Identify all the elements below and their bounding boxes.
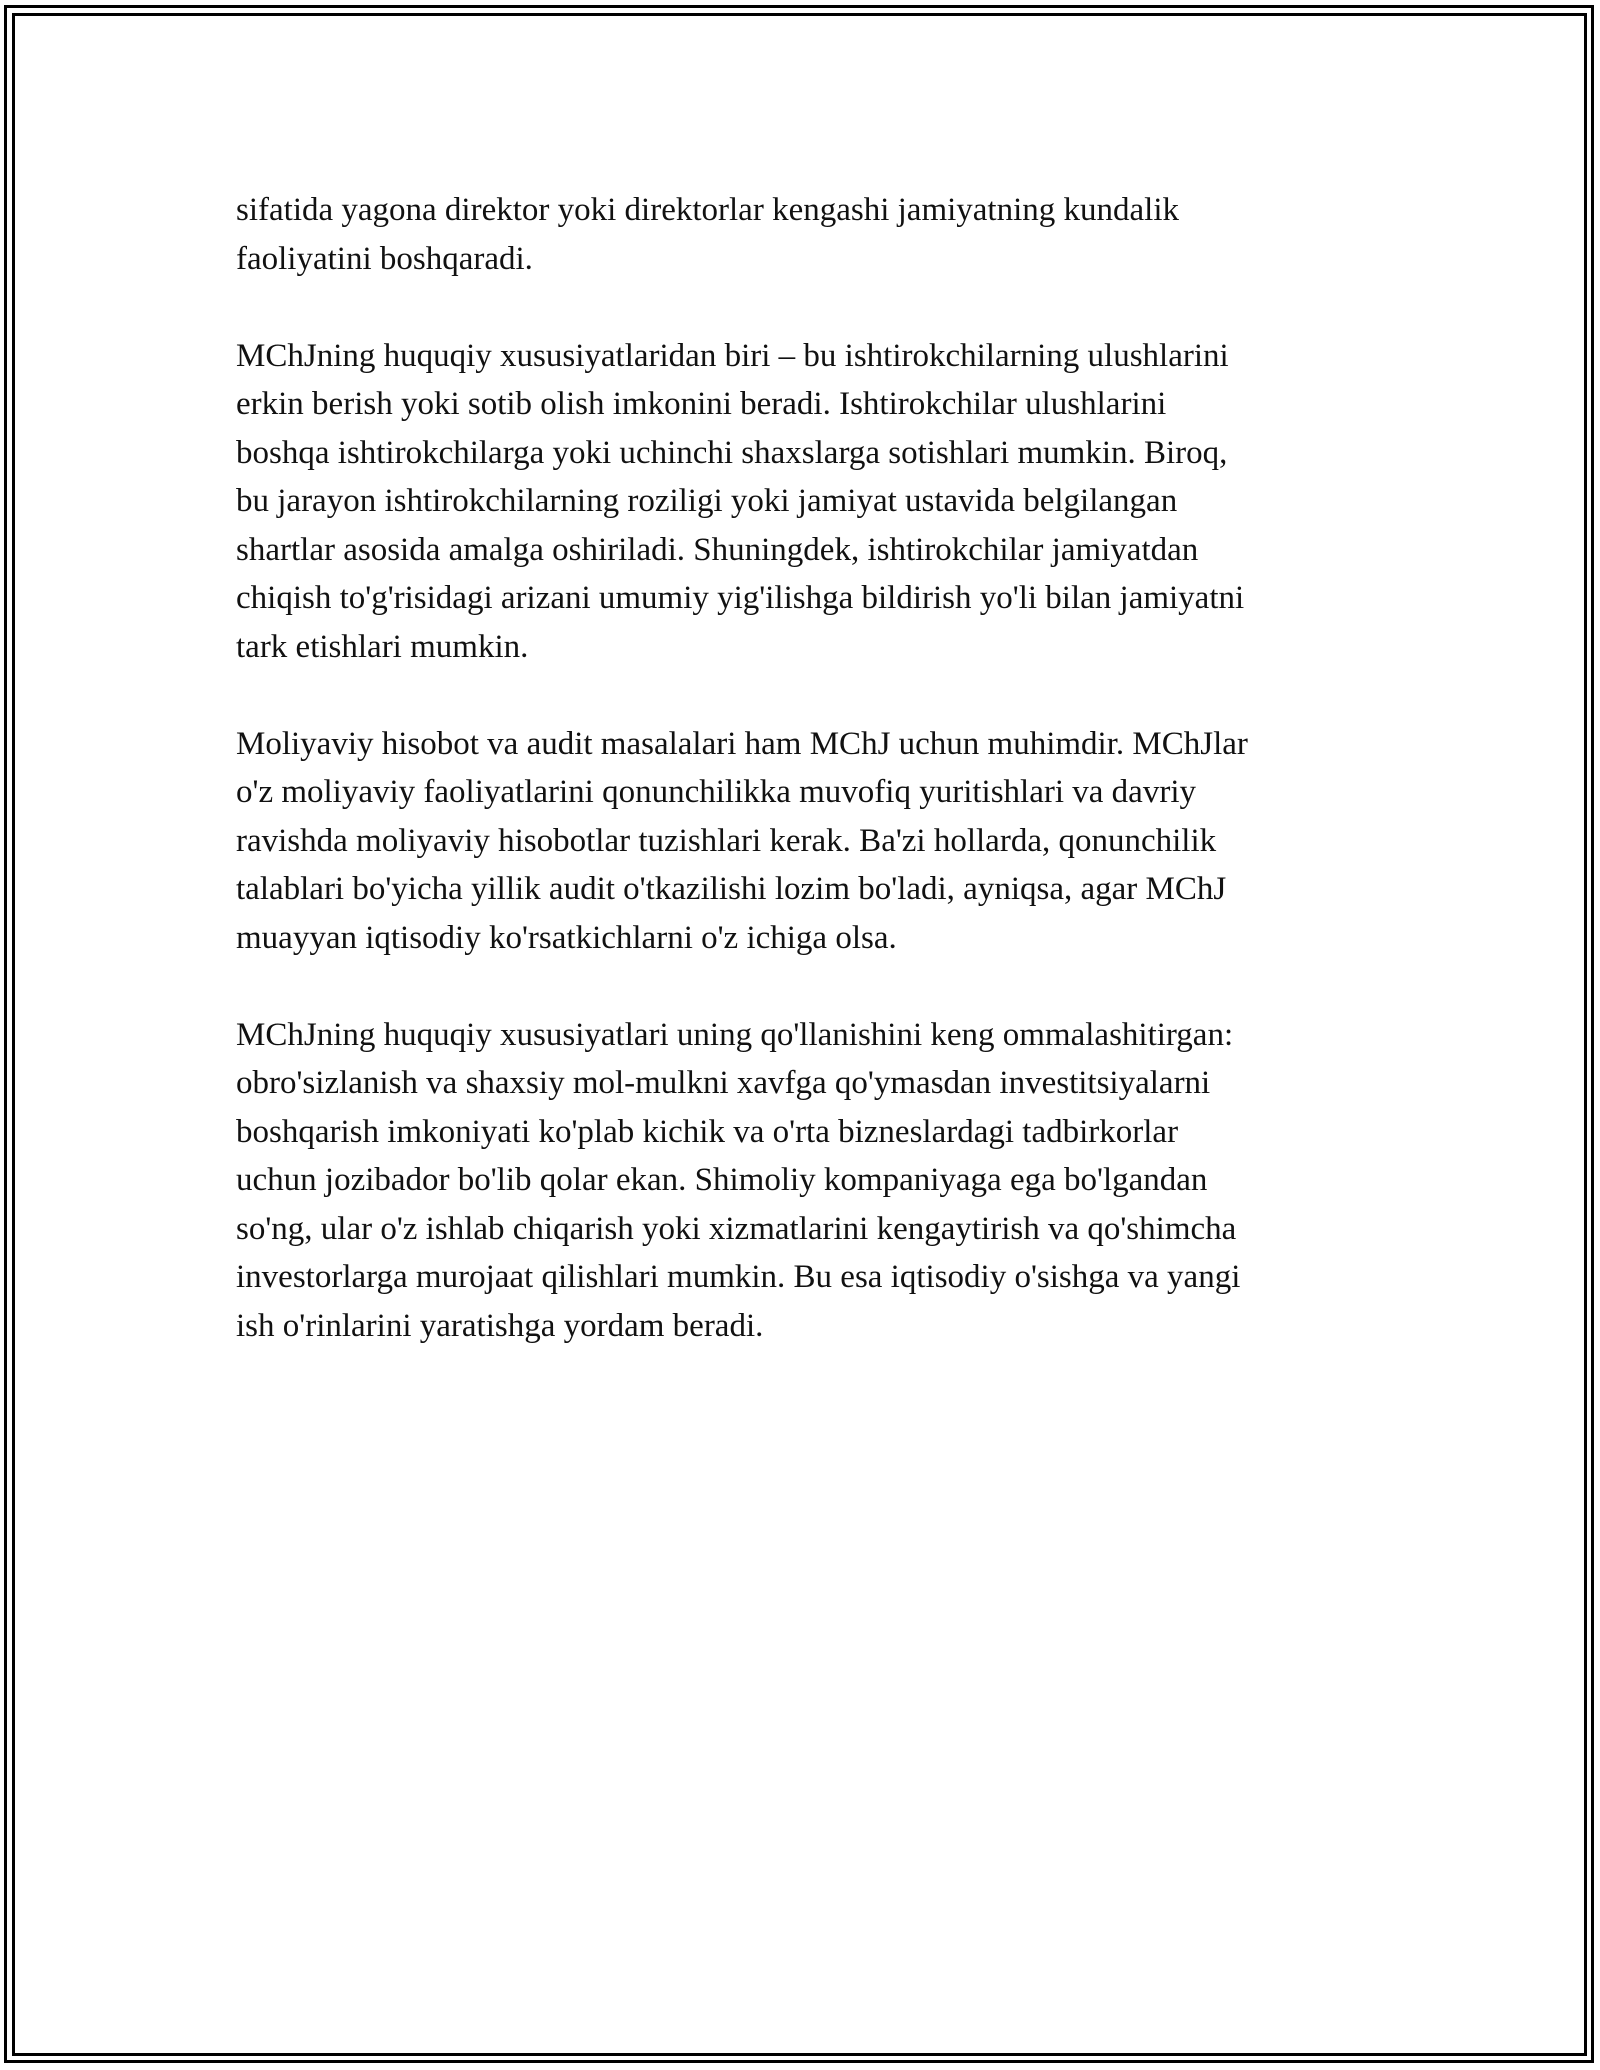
paragraph-4 [236,1011,1396,1351]
text-line: chiqish to'g'risidagi arizani umumiy yig'ilishga bildirish yo'li bilan jamiyatni [236,580,1245,616]
paragraph-2 [236,332,1396,672]
text-line: boshqarish imkoniyati ko'plab kichik va o'rta bizneslardagi tadbirkorlar [236,1113,1179,1150]
text-line: shartlar asosida amalga oshiriladi. Shuningdek, ishtirokchilar jamiyatdan [236,531,1199,568]
text-line: bu jarayon ishtirokchilarning roziligi yoki jamiyat ustavida belgilangan [236,483,1178,519]
text-line: investorlarga murojaat qilishlari mumkin. Bu esa iqtisodiy o'sishga va yangi [236,1259,1241,1295]
paragraph-3 [236,720,1396,963]
text-line: uchun jozibador bo'lib qolar ekan. Shimoliy kompaniyaga ega bo'lgandan [236,1162,1208,1198]
text-line: tark etishlari mumkin. [236,628,529,665]
text-line: Moliyaviy hisobot va audit masalalari ham MChJ uchun muhimdir. MChJlar [236,725,1248,762]
text-line: muayyan iqtisodiy ko'rsatkichlarni o'z ichiga olsa. [236,919,897,956]
paragraph-1 [236,186,1396,283]
text-line: o'z moliyaviy faoliyatlarini qonunchilikka muvofiq yuritishlari va davriy [236,774,1196,810]
text-line: faoliyatini boshqaradi. [236,240,533,277]
text-line: erkin berish yoki sotib olish imkonini beradi. Ishtirokchilar ulushlarini [236,386,1167,422]
text-line: boshqa ishtirokchilarga yoki uchinchi shaxslarga sotishlari mumkin. Biroq, [236,434,1228,471]
document-body [236,186,1396,1399]
text-line: so'ng, ular o'z ishlab chiqarish yoki xizmatlarini kengaytirish va qo'shimcha [236,1210,1237,1247]
text-line: MChJning huquqiy xususiyatlaridan biri – bu ishtirokchilarning ulushlarini [236,337,1229,374]
text-line: MChJning huquqiy xususiyatlari uning qo'llanishini keng ommalashitirgan: [236,1016,1234,1053]
text-line: sifatida yagona direktor yoki direktorlar kengashi jamiyatning kundalik [236,192,1179,228]
text-line: ish o'rinlarini yaratishga yordam beradi. [236,1307,764,1344]
text-line: obro'sizlanish va shaxsiy mol-mulkni xavfga qo'ymasdan investitsiyalarni [236,1065,1211,1101]
text-line: ravishda moliyaviy hisobotlar tuzishlari kerak. Ba'zi hollarda, qonunchilik [236,822,1217,859]
text-line: talablari bo'yicha yillik audit o'tkazilishi lozim bo'ladi, ayniqsa, agar MChJ [236,871,1227,907]
